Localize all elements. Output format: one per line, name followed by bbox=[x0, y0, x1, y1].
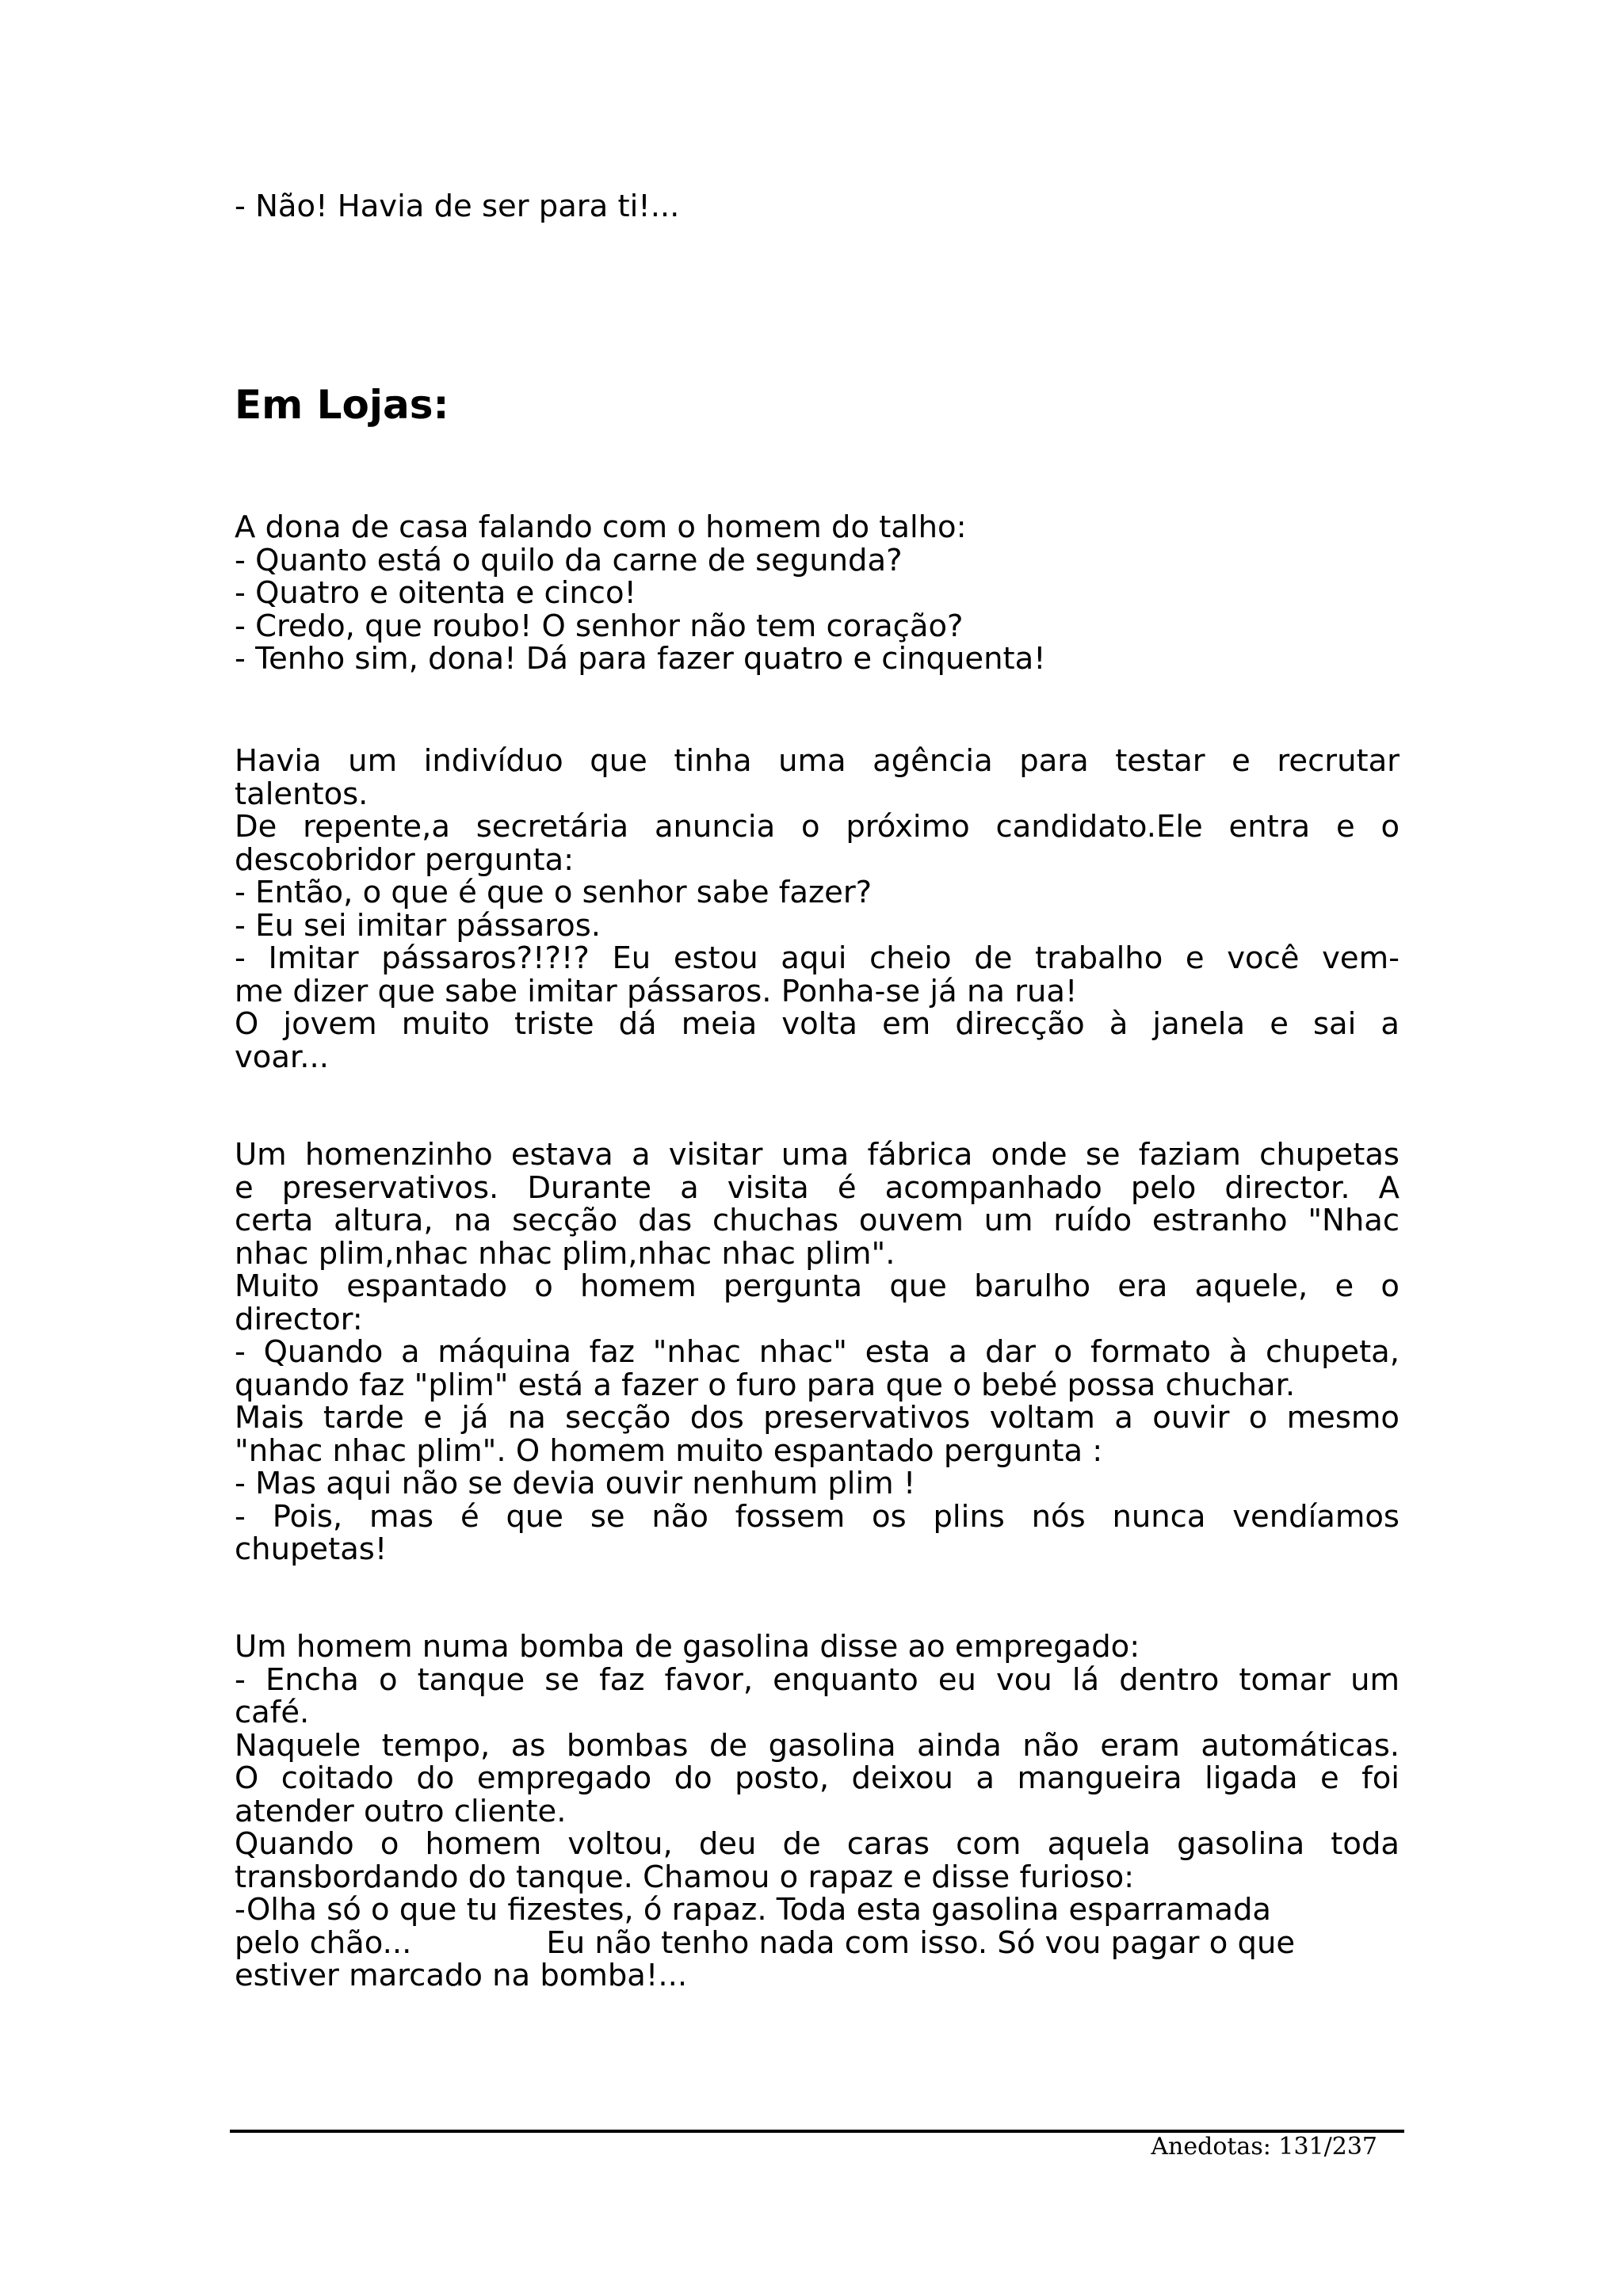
joke-pacifier-factory bbox=[235, 1138, 1400, 1566]
text-line: - Quatro e oitenta e cinco! bbox=[235, 575, 636, 611]
text-line: - Tenho sim, dona! Dá para fazer quatro e cinquenta! bbox=[235, 641, 1046, 677]
text-line: - Então, o que é que o senhor sabe fazer? bbox=[235, 875, 873, 910]
text-line: certa altura, na secção das chuchas ouvem um ruído estranho "Nhac bbox=[235, 1203, 1400, 1238]
text-line: Um homem numa bomba de gasolina disse ao empregado: bbox=[235, 1629, 1140, 1665]
text-line: - Quanto está o quilo da carne de segunda? bbox=[235, 542, 903, 578]
text-line: me dizer que sabe imitar pássaros. Ponha-se já na rua! bbox=[235, 973, 1078, 1009]
section-title: Em Lojas: bbox=[235, 382, 449, 428]
text-line: Mais tarde e já na secção dos preservativos voltam a ouvir o mesmo bbox=[235, 1400, 1400, 1436]
text-line: - Eu sei imitar pássaros. bbox=[235, 907, 601, 944]
text-line: estiver marcado na bomba!... bbox=[235, 1958, 688, 1993]
text-line: O coitado do empregado do posto, deixou a mangueira ligada e foi bbox=[235, 1760, 1400, 1796]
text-line: - Mas aqui não se devia ouvir nenhum plim ! bbox=[235, 1466, 916, 1501]
text-line: - Quando a máquina faz "nhac nhac" esta a dar o formato à chupeta, bbox=[235, 1334, 1400, 1370]
text-line: quando faz "plim" está a fazer o furo para que o bebé possa chuchar. bbox=[235, 1367, 1296, 1403]
split-text-line bbox=[235, 1924, 1400, 1961]
text-line: "nhac nhac plim". O homem muito espantado pergunta : bbox=[235, 1432, 1103, 1469]
text-line: café. bbox=[235, 1695, 310, 1730]
text-line: director: bbox=[235, 1301, 363, 1337]
text-line: Muito espantado o homem pergunta que barulho era aquele, e o bbox=[235, 1268, 1400, 1304]
text-line: A dona de casa falando com o homem do talho: bbox=[235, 509, 967, 545]
text-line: -Olha só o que tu fizestes, ó rapaz. Toda esta gasolina esparramada bbox=[235, 1892, 1272, 1928]
text-line: descobridor pergunta: bbox=[235, 841, 575, 878]
text-line: Naquele tempo, as bombas de gasolina ainda não eram automáticas. bbox=[235, 1727, 1400, 1764]
text-line: e preservativos. Durante a visita é acompanhado pelo director. A bbox=[235, 1169, 1400, 1206]
text-line: O jovem muito triste dá meia volta em direcção à janela e sai a bbox=[235, 1006, 1400, 1042]
page-number: Anedotas: 131/237 bbox=[1151, 2133, 1377, 2161]
text-line: voar... bbox=[235, 1039, 329, 1075]
text-line: De repente,a secretária anuncia o próximo candidato.Ele entra e o bbox=[235, 809, 1400, 845]
intro-line: - Não! Havia de ser para ti!... bbox=[235, 189, 680, 224]
joke-talent-agency bbox=[235, 745, 1400, 1074]
text-line: Um homenzinho estava a visitar uma fábrica onde se faziam chupetas bbox=[235, 1137, 1400, 1173]
text-line: Havia um indivíduo que tinha uma agência para testar e recrutar bbox=[235, 743, 1400, 779]
text-line: Quando o homem voltou, deu de caras com aquela gasolina toda bbox=[235, 1826, 1400, 1862]
text-fragment: Eu não tenho nada com isso. Só vou pagar o que bbox=[546, 1924, 1296, 1961]
text-line: - Pois, mas é que se não fossem os plins nós nunca vendíamos bbox=[235, 1498, 1400, 1535]
joke-gas-station bbox=[235, 1630, 1400, 1993]
text-line: talentos. bbox=[235, 776, 369, 812]
text-line: - Encha o tanque se faz favor, enquanto eu vou lá dentro tomar um bbox=[235, 1661, 1400, 1698]
text-line: - Credo, que roubo! O senhor não tem coração? bbox=[235, 608, 964, 644]
text-line: atender outro cliente. bbox=[235, 1793, 567, 1829]
text-fragment: pelo chão... bbox=[235, 1924, 412, 1961]
text-line: transbordando do tanque. Chamou o rapaz e disse furioso: bbox=[235, 1859, 1135, 1895]
joke-butcher bbox=[235, 511, 1400, 676]
text-line: chupetas! bbox=[235, 1531, 388, 1567]
text-line: nhac plim,nhac nhac plim,nhac nhac plim". bbox=[235, 1235, 896, 1272]
text-line: - Imitar pássaros?!?!? Eu estou aqui cheio de trabalho e você vem- bbox=[235, 940, 1400, 976]
